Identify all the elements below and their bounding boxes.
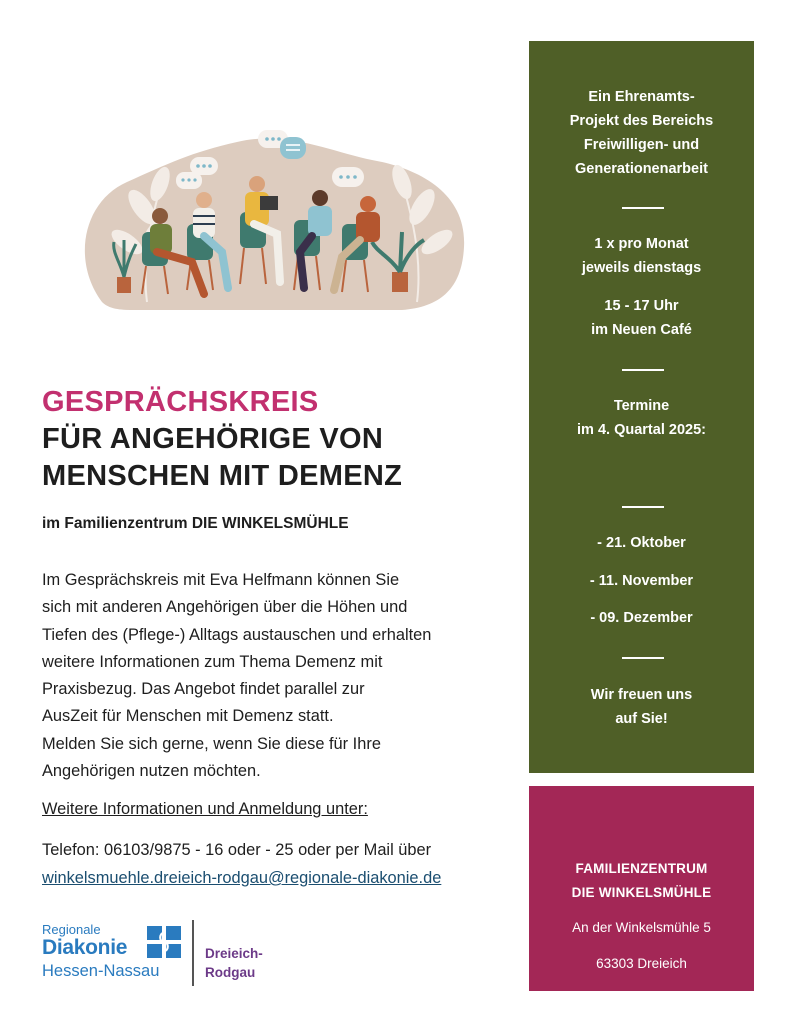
frequency-line: 1 x pro Monat: [594, 236, 689, 252]
project-line: Projekt des Bereichs: [569, 113, 714, 129]
address-name-line: DIE WINKELSMÜHLE: [571, 885, 712, 900]
description-line: sich mit anderen Angehörigen über die Höhen und: [42, 598, 408, 617]
termine-line: im 4. Quartal 2025:: [577, 422, 706, 438]
headline-line-3: MENSCHEN MIT DEMENZ: [42, 460, 403, 492]
diakonie-cross-icon: [147, 926, 181, 958]
divider: [622, 207, 664, 209]
logo-dreieich: Dreieich-: [205, 946, 263, 961]
termine-line: Termine: [613, 398, 670, 414]
logo-regionale: Regionale: [42, 922, 101, 937]
description-line: Praxisbezug. Das Angebot findet parallel zur: [42, 680, 365, 699]
description-line: AusZeit für Menschen mit Demenz statt.: [42, 707, 334, 726]
project-line: Freiwilligen- und: [583, 137, 700, 153]
address-city: 63303 Dreieich: [596, 956, 687, 971]
description-line: Melden Sie sich gerne, wenn Sie diese für Ihre: [42, 734, 381, 753]
frequency: [529, 232, 754, 280]
closing-line: Wir freuen uns: [590, 687, 693, 703]
date-item: - 11. November: [589, 573, 694, 589]
project-description: [529, 85, 754, 181]
headline-line-2: FÜR ANGEHÖRIGE VON: [42, 423, 384, 455]
closing-message: [529, 683, 754, 731]
schedule-panel: [529, 41, 754, 773]
description-line: Im Gesprächskreis mit Eva Helfmann können Sie: [42, 571, 400, 589]
info-heading: Weitere Informationen und Anmeldung unter:: [42, 800, 368, 818]
project-line: Generationenarbeit: [575, 161, 708, 177]
logo-hessen-nassau: Hessen-Nassau: [42, 962, 160, 980]
divider: [622, 506, 664, 508]
address-street: An der Winkelsmühle 5: [572, 920, 711, 935]
contact-line: Telefon: 06103/9875 - 16 oder - 25 oder per Mail über: [42, 841, 432, 859]
date-item: - 21. Oktober: [597, 535, 686, 551]
address-name: [529, 857, 754, 905]
email-link[interactable]: winkelsmuehle.dreieich-rodgau@regionale-diakonie.de: [42, 869, 442, 887]
time-location: [529, 294, 754, 342]
divider: [622, 369, 664, 371]
description-paragraph: [42, 567, 502, 785]
time-line: im Neuen Café: [591, 322, 692, 338]
divider: [622, 657, 664, 659]
logo-rodgau: Rodgau: [205, 965, 256, 980]
time-line: 15 - 17 Uhr: [604, 298, 679, 314]
subtitle: im Familienzentrum DIE WINKELSMÜHLE: [42, 515, 349, 532]
diakonie-logo: [42, 920, 302, 992]
description-line: Tiefen des (Pflege-) Alltags austauschen und erhalten: [42, 625, 432, 644]
group-conversation-illustration: [72, 112, 472, 317]
address-name-line: FAMILIENZENTRUM: [575, 861, 708, 876]
termine-heading: [529, 394, 754, 442]
logo-separator: [192, 920, 194, 986]
description-line: weitere Informationen zum Thema Demenz mit: [42, 652, 383, 671]
description-line: Angehörigen nutzen möchten.: [42, 762, 261, 781]
headline-line-1: GESPRÄCHSKREIS: [42, 386, 319, 418]
closing-line: auf Sie!: [615, 711, 668, 727]
logo-region: [205, 944, 263, 982]
logo-diakonie: Diakonie: [42, 936, 128, 959]
date-item: - 09. Dezember: [590, 610, 693, 626]
frequency-line: jeweils dienstags: [581, 260, 702, 276]
address-panel: [529, 786, 754, 991]
project-line: Ein Ehrenamts-: [588, 89, 695, 105]
